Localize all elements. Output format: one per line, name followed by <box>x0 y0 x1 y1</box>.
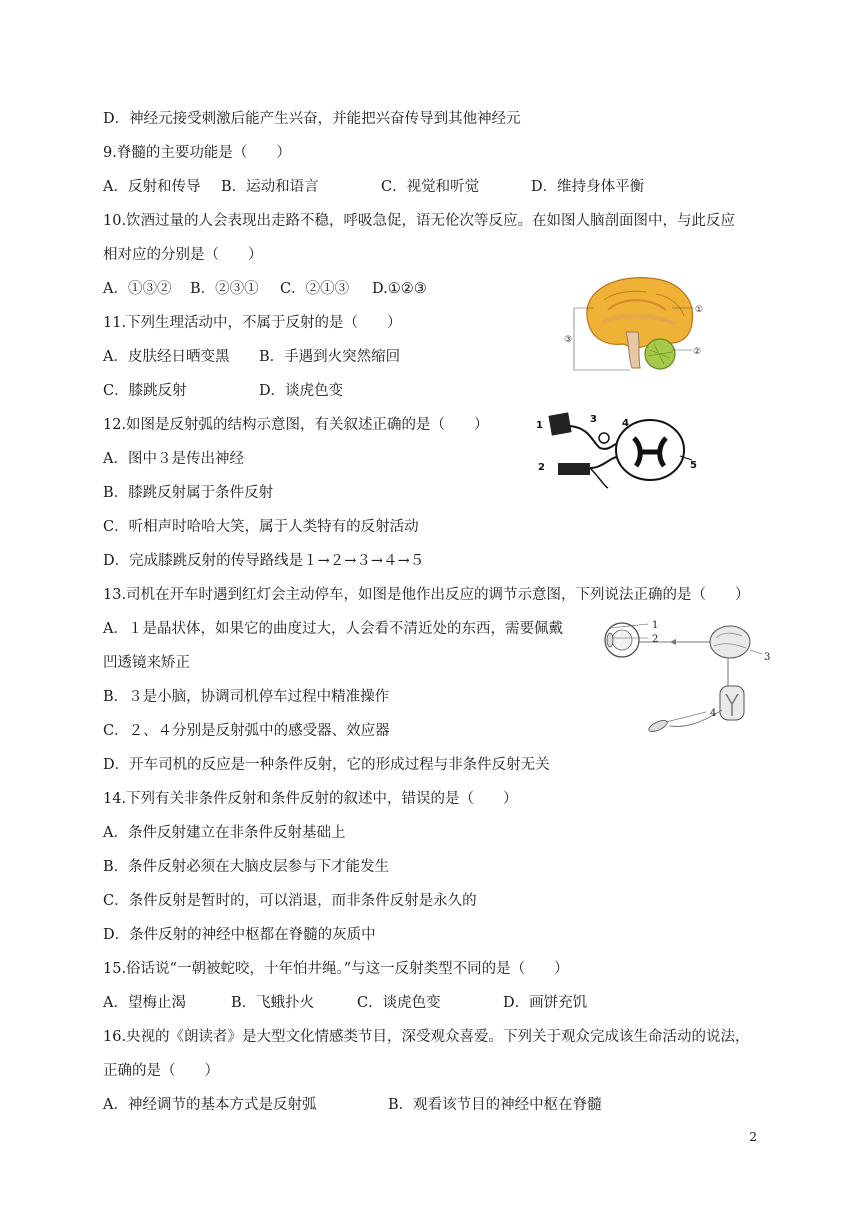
driver-reflex-figure <box>600 612 780 740</box>
q12-stem: 12.如图是反射弧的结构示意图，有关叙述正确的是（ ） <box>103 417 489 433</box>
brain-label-3: ③ <box>564 335 573 345</box>
q9-option-a: A．反射和传导 <box>103 179 201 195</box>
q9-stem: 9.脊髓的主要功能是（ ） <box>103 145 291 161</box>
arc-label-3: 3 <box>590 414 597 425</box>
q16-stem-line2: 正确的是（ ） <box>103 1063 219 1079</box>
q13-option-d: D．开车司机的反应是一种条件反射，它的形成过程与非条件反射无关 <box>103 757 550 773</box>
q9-option-d: D．维持身体平衡 <box>531 179 645 195</box>
q14-stem: 14.下列有关非条件反射和条件反射的叙述中，错误的是（ ） <box>103 791 518 807</box>
q16-stem-line1: 16.央视的《朗读者》是大型文化情感类节目，深受观众喜爱。下列关于观众完成该生命活动的说法， <box>103 1029 750 1045</box>
brain-label-1: ① <box>695 305 704 315</box>
brain-label-2: ② <box>693 347 702 357</box>
q14-option-a: A．条件反射建立在非条件反射基础上 <box>103 825 346 841</box>
q10-option-d: D.①②③ <box>372 281 427 297</box>
q13-option-c: C．２、４分别是反射弧中的感受器、效应器 <box>103 723 390 739</box>
q13-option-a-line2: 凹透镜来矫正 <box>103 655 190 671</box>
q10-option-a: A．①③② <box>103 281 172 297</box>
q13-stem: 13.司机在开车时遇到红灯会主动停车，如图是他作出反应的调节示意图，下列说法正确的是（ ） <box>103 587 750 603</box>
q15-option-a: A．望梅止渴 <box>103 995 186 1011</box>
driver-label-2: 2 <box>652 634 659 645</box>
q16-option-a: A．神经调节的基本方式是反射弧 <box>103 1097 317 1113</box>
arc-label-4: 4 <box>622 418 629 429</box>
q13-option-b: B．３是小脑，协调司机停车过程中精准操作 <box>103 689 390 705</box>
q15-option-b: B．飞蛾扑火 <box>231 995 315 1011</box>
q9-option-c: C．视觉和听觉 <box>381 179 480 195</box>
arc-label-2: 2 <box>538 462 545 473</box>
q16-option-b: B．观看该节目的神经中枢在脊髓 <box>388 1097 602 1113</box>
q11-stem: 11.下列生理活动中，不属于反射的是（ ） <box>103 315 402 331</box>
reflex-arc-figure <box>530 408 700 498</box>
q10-stem-line1: 10.饮酒过量的人会表现出走路不稳，呼吸急促，语无伦次等反应。在如图人脑剖面图中，与此反应 <box>103 213 736 229</box>
q9-option-b: B．运动和语言 <box>221 179 319 195</box>
q14-option-c: C．条件反射是暂时的，可以消退，而非条件反射是永久的 <box>103 893 477 909</box>
q10-option-b: B．②③① <box>190 281 259 297</box>
q12-option-c: C．听相声时哈哈大笑，属于人类特有的反射活动 <box>103 519 419 535</box>
q15-stem: 15.俗话说“一朝被蛇咬，十年怕井绳。”与这一反射类型不同的是（ ） <box>103 961 569 977</box>
q8-option-d: D．神经元接受刺激后能产生兴奋，并能把兴奋传导到其他神经元 <box>103 111 521 127</box>
q11-option-d: D．谈虎色变 <box>259 383 344 399</box>
q11-option-a: A．皮肤经日晒变黑 <box>103 349 230 365</box>
q13-option-a-line1: A．１是晶状体，如果它的曲度过大，人会看不清近处的东西，需要佩戴 <box>103 621 563 637</box>
q11-option-c: C．膝跳反射 <box>103 383 187 399</box>
arc-label-5: 5 <box>690 460 697 471</box>
driver-label-4: 4 <box>710 708 717 719</box>
q10-stem-line2: 相对应的分别是（ ） <box>103 247 263 263</box>
arc-label-1: 1 <box>536 420 543 431</box>
q12-option-d: D．完成膝跳反射的传导路线是１→２→３→４→５ <box>103 553 425 569</box>
q10-option-c: C．②①③ <box>280 281 350 297</box>
q11-option-b: B．手遇到火突然缩回 <box>259 349 401 365</box>
driver-label-3: 3 <box>764 652 771 663</box>
q14-option-b: B．条件反射必须在大脑皮层参与下才能发生 <box>103 859 390 875</box>
page-number: 2 <box>749 1130 757 1144</box>
driver-label-1: 1 <box>652 620 659 631</box>
q12-option-b: B．膝跳反射属于条件反射 <box>103 485 274 501</box>
q15-option-c: C．谈虎色变 <box>357 995 441 1011</box>
brain-section-figure <box>558 270 718 374</box>
q14-option-d: D．条件反射的神经中枢都在脊髓的灰质中 <box>103 927 376 943</box>
q12-option-a: A．图中３是传出神经 <box>103 451 244 467</box>
q15-option-d: D．画饼充饥 <box>503 995 588 1011</box>
